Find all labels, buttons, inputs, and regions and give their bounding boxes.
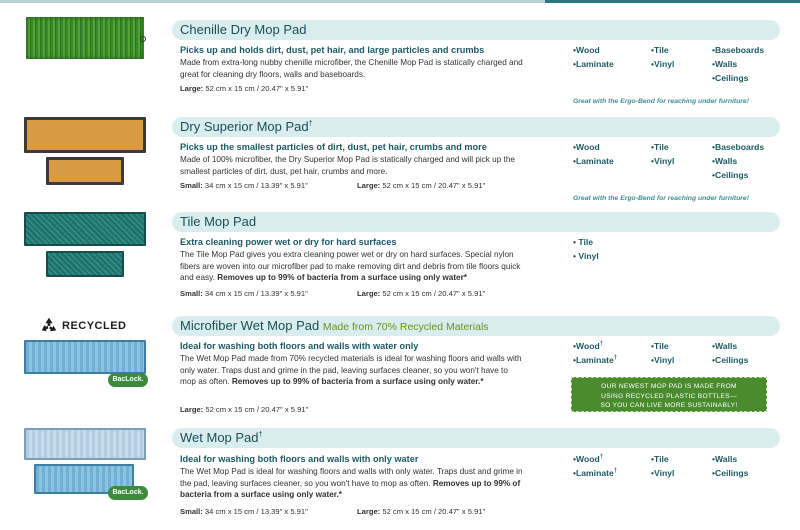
ergo-bend-note: Great with the Ergo-Bend for reaching under furniture! bbox=[573, 195, 749, 202]
size-label: Large: bbox=[357, 507, 381, 516]
surface-item: •Wood† bbox=[573, 454, 604, 464]
section-title: Microfiber Wet Mop Pad bbox=[180, 318, 320, 333]
size-large bbox=[357, 181, 485, 190]
recycle-icon bbox=[40, 316, 58, 334]
size-value: 52 cm x 15 cm / 20.47" x 5.91" bbox=[382, 289, 486, 298]
ergo-bend-note: Great with the Ergo-Bend for reaching under furniture! bbox=[573, 98, 749, 105]
size-label: Large: bbox=[357, 289, 381, 298]
section-banner-wet bbox=[172, 428, 780, 448]
section-headline: Ideal for washing both floors and walls with water only bbox=[180, 341, 419, 351]
bacteria-claim: Removes up to 99% of bacteria from a surface using only water* bbox=[217, 273, 467, 282]
size-large bbox=[357, 507, 485, 516]
section-description bbox=[180, 466, 525, 501]
section-title: Wet Mop Pad bbox=[180, 430, 259, 445]
description-text: The Tile Mop Pad gives you extra cleaning power wet or dry on hard surfaces. Special nylon fibers are woven into our microfiber pad to make removing dirt and debris from tile floors quick and easy. bbox=[180, 250, 521, 282]
top-rule bbox=[0, 0, 800, 3]
size-label: Small: bbox=[180, 507, 203, 516]
surface-item: •Ceilings bbox=[712, 468, 749, 478]
surface-item: •Vinyl bbox=[651, 468, 675, 478]
tile-large-pad-image bbox=[24, 212, 146, 246]
size-label: Large: bbox=[180, 405, 204, 414]
wet-large-pad-image bbox=[24, 428, 146, 460]
callout-line: SO YOU CAN LIVE MORE SUSTAINABLY! bbox=[600, 402, 738, 409]
size-value: 52 cm x 15 cm / 20.47" x 5.91" bbox=[382, 181, 486, 190]
surface-item: •Vinyl bbox=[651, 355, 675, 365]
section-headline: Extra cleaning power wet or dry for hard surfaces bbox=[180, 237, 397, 247]
size-value: 34 cm x 15 cm / 13.39" x 5.91" bbox=[204, 289, 308, 298]
callout-line: OUR NEWEST MOP PAD IS MADE FROM bbox=[601, 383, 737, 390]
section-banner-tile bbox=[172, 212, 780, 232]
title-footnote-mark: † bbox=[258, 431, 263, 439]
surface-item: •Tile bbox=[651, 454, 669, 464]
size-small bbox=[180, 289, 308, 298]
surface-item: •Wood bbox=[573, 45, 600, 55]
surface-item: •Ceilings bbox=[712, 73, 749, 83]
size-large bbox=[180, 84, 308, 93]
recycled-materials-note: Made from 70% Recycled Materials bbox=[322, 321, 489, 333]
surface-item: •Walls bbox=[712, 341, 738, 351]
bacteria-claim: Removes up to 99% of bacteria from a surface using only water.* bbox=[180, 478, 521, 499]
surface-item: •Walls bbox=[712, 156, 738, 166]
section-description: Made of 100% microfiber, the Dry Superior Mop Pad is statically charged and will pick up the smallest particles of dirt, dust, pet hair, crumbs and more. bbox=[180, 155, 515, 176]
surface-item: •Vinyl bbox=[651, 59, 675, 69]
dry-superior-large-pad-image bbox=[24, 117, 146, 153]
chenille-pad-image bbox=[26, 17, 144, 59]
size-value: 52 cm x 15 cm / 20.47" x 5.91" bbox=[382, 507, 486, 516]
section-description bbox=[180, 249, 525, 284]
section-title: Dry Superior Mop Pad bbox=[180, 119, 309, 134]
section-title: Tile Mop Pad bbox=[180, 214, 257, 229]
size-value: 34 cm x 15 cm / 13.39" x 5.91" bbox=[204, 507, 308, 516]
size-value: 52 cm x 15 cm / 20.47" x 5.91" bbox=[205, 405, 309, 414]
sustainability-callout bbox=[571, 377, 767, 412]
surface-item: •Laminate bbox=[573, 156, 614, 166]
surface-item: • Vinyl bbox=[573, 251, 599, 261]
size-value: 52 cm x 15 cm / 20.47" x 5.91" bbox=[205, 84, 309, 93]
section-headline: Ideal for washing both floors and walls with only water bbox=[180, 454, 419, 464]
surface-item: •Tile bbox=[651, 142, 669, 152]
surface-item: •Vinyl bbox=[651, 156, 675, 166]
recycled-label: RECYCLED bbox=[62, 320, 127, 332]
section-banner-chenille bbox=[172, 20, 780, 40]
surface-item: •Laminate bbox=[573, 59, 614, 69]
surface-item: •Wood† bbox=[573, 341, 604, 351]
surface-item: •Tile bbox=[651, 45, 669, 55]
size-value: 34 cm x 15 cm / 13.39" x 5.91" bbox=[204, 181, 308, 190]
description-text: The Wet Mop Pad made from 70% recycled materials is ideal for washing floors and walls with only water. Traps dust and grime in the pad, leaving surfaces cleaner, so you won't have to mop as often. bbox=[180, 354, 522, 386]
surface-item: •Ceilings bbox=[712, 170, 749, 180]
description-text: The Wet Mop Pad is ideal for washing floors and walls with only water. Traps dust and grime in the pad, leaving surfaces cleaner, so you won't have to mop as often. bbox=[180, 467, 523, 488]
section-banner-dry-superior bbox=[172, 117, 780, 137]
surface-item: •Ceilings bbox=[712, 355, 749, 365]
section-headline: Picks up and holds dirt, dust, pet hair, and large particles and crumbs bbox=[180, 45, 485, 55]
baclock-badge: BacLock. bbox=[108, 373, 148, 387]
dry-superior-small-pad-image bbox=[46, 157, 124, 185]
size-label: Large: bbox=[357, 181, 381, 190]
surface-item: •Tile bbox=[651, 341, 669, 351]
surface-item: •Baseboards bbox=[712, 142, 765, 152]
surface-item: •Wood bbox=[573, 142, 600, 152]
bacteria-claim: Removes up to 99% of bacteria from a surface using only water.* bbox=[231, 377, 484, 386]
size-small bbox=[180, 507, 308, 516]
section-description bbox=[180, 353, 525, 388]
surface-item: •Laminate† bbox=[573, 355, 618, 365]
size-large bbox=[180, 405, 308, 414]
surface-item: •Walls bbox=[712, 454, 738, 464]
size-large bbox=[357, 289, 485, 298]
surface-item: •Baseboards bbox=[712, 45, 765, 55]
microfiber-wet-pad-image bbox=[24, 340, 146, 374]
size-label: Large: bbox=[180, 84, 204, 93]
top-rule-accent bbox=[545, 0, 800, 3]
section-description: Made from extra-long nubby chenille microfiber, the Chenille Mop Pad is statically charged and great for cleaning dry floors, walls and baseboards. bbox=[180, 58, 523, 79]
size-small bbox=[180, 181, 308, 190]
title-footnote-mark: † bbox=[308, 120, 313, 128]
section-title: Chenille Dry Mop Pad bbox=[180, 22, 307, 37]
size-label: Small: bbox=[180, 181, 203, 190]
baclock-badge: BacLock. bbox=[108, 486, 148, 500]
surface-item: •Walls bbox=[712, 59, 738, 69]
tile-small-pad-image bbox=[46, 251, 124, 277]
surface-item: • Tile bbox=[573, 237, 594, 247]
size-label: Small: bbox=[180, 289, 203, 298]
callout-line: USING RECYCLED PLASTIC BOTTLES— bbox=[601, 392, 737, 400]
section-headline: Picks up the smallest particles of dirt, dust, pet hair, crumbs and more bbox=[180, 142, 487, 152]
section-banner-microfiber-wet bbox=[172, 316, 780, 336]
pad-hook-icon bbox=[140, 36, 146, 42]
surface-item: •Laminate† bbox=[573, 468, 618, 478]
